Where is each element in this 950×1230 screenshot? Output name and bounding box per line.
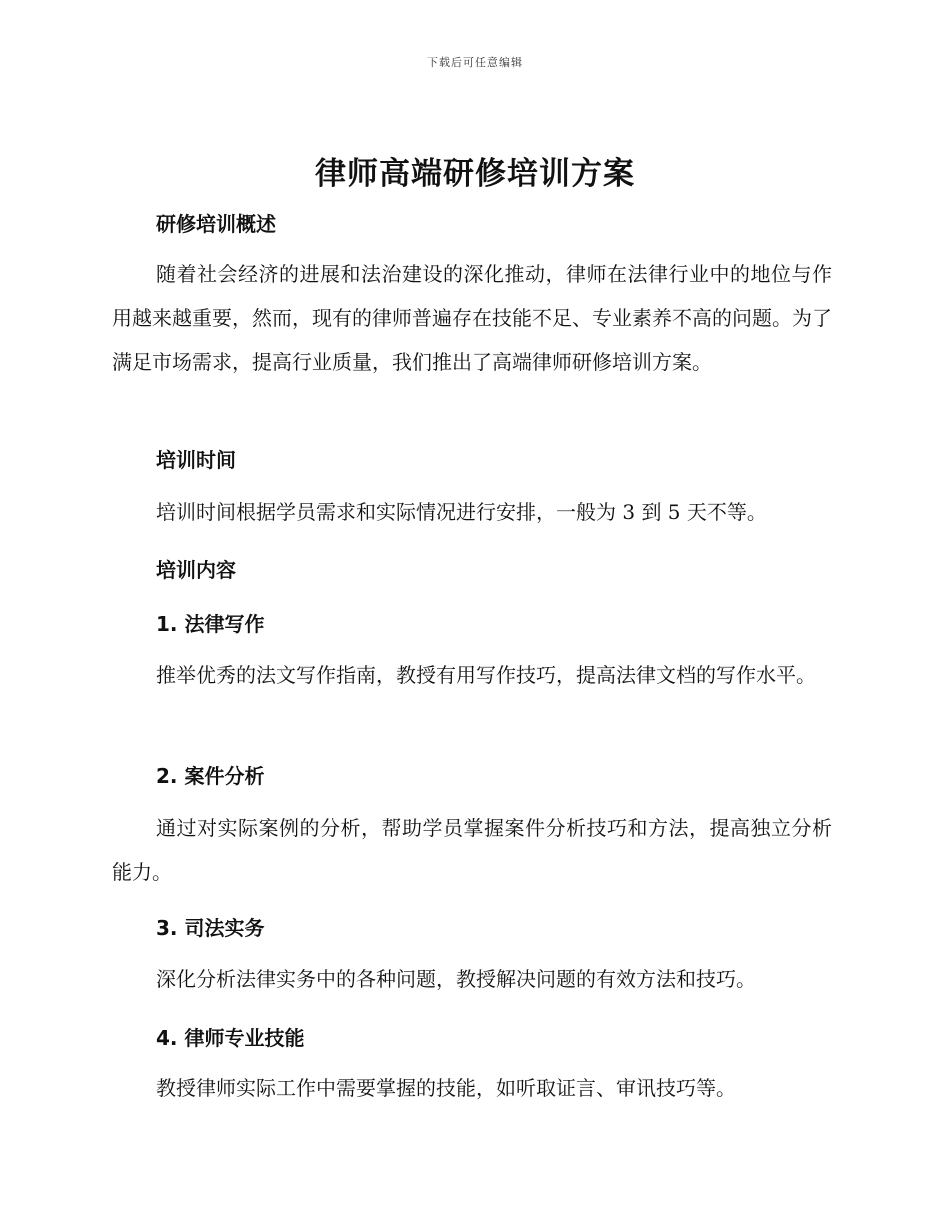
section-body-time: 培训时间根据学员需求和实际情况进行安排，一般为 3 到 5 天不等。 <box>156 500 767 524</box>
section-body-overview: 随着社会经济的进展和法治建设的深化推动，律师在法律行业中的地位与作用越来越重要，然而，现有的律师普遍存在技能不足、专业素养不高的问题。为了满足市场需求，提高行业质量，我们推出了高端律师研修培训方案。 <box>112 262 832 374</box>
section-heading-content: 培训内容 <box>156 558 236 582</box>
page-header-note: 下载后可任意编辑 <box>427 56 523 69</box>
item-heading-legal-writing: 1. 法律写作 <box>156 612 265 636</box>
document-title: 律师高端研修培训方案 <box>315 156 635 192</box>
item-heading-lawyer-skills: 4. 律师专业技能 <box>156 1026 305 1050</box>
item-body-lawyer-skills: 教授律师实际工作中需要掌握的技能，如听取证言、审讯技巧等。 <box>156 1076 736 1100</box>
item-heading-case-analysis: 2. 案件分析 <box>156 764 265 788</box>
item-heading-judicial-practice: 3. 司法实务 <box>156 916 265 940</box>
section-heading-overview: 研修培训概述 <box>156 212 276 236</box>
item-body-legal-writing: 推举优秀的法文写作指南，教授有用写作技巧，提高法律文档的写作水平。 <box>156 663 816 687</box>
section-heading-time: 培训时间 <box>156 448 236 472</box>
item-body-judicial-practice: 深化分析法律实务中的各种问题，教授解决问题的有效方法和技巧。 <box>156 967 756 991</box>
item-body-case-analysis: 通过对实际案例的分析，帮助学员掌握案件分析技巧和方法，提高独立分析能力。 <box>112 816 832 884</box>
